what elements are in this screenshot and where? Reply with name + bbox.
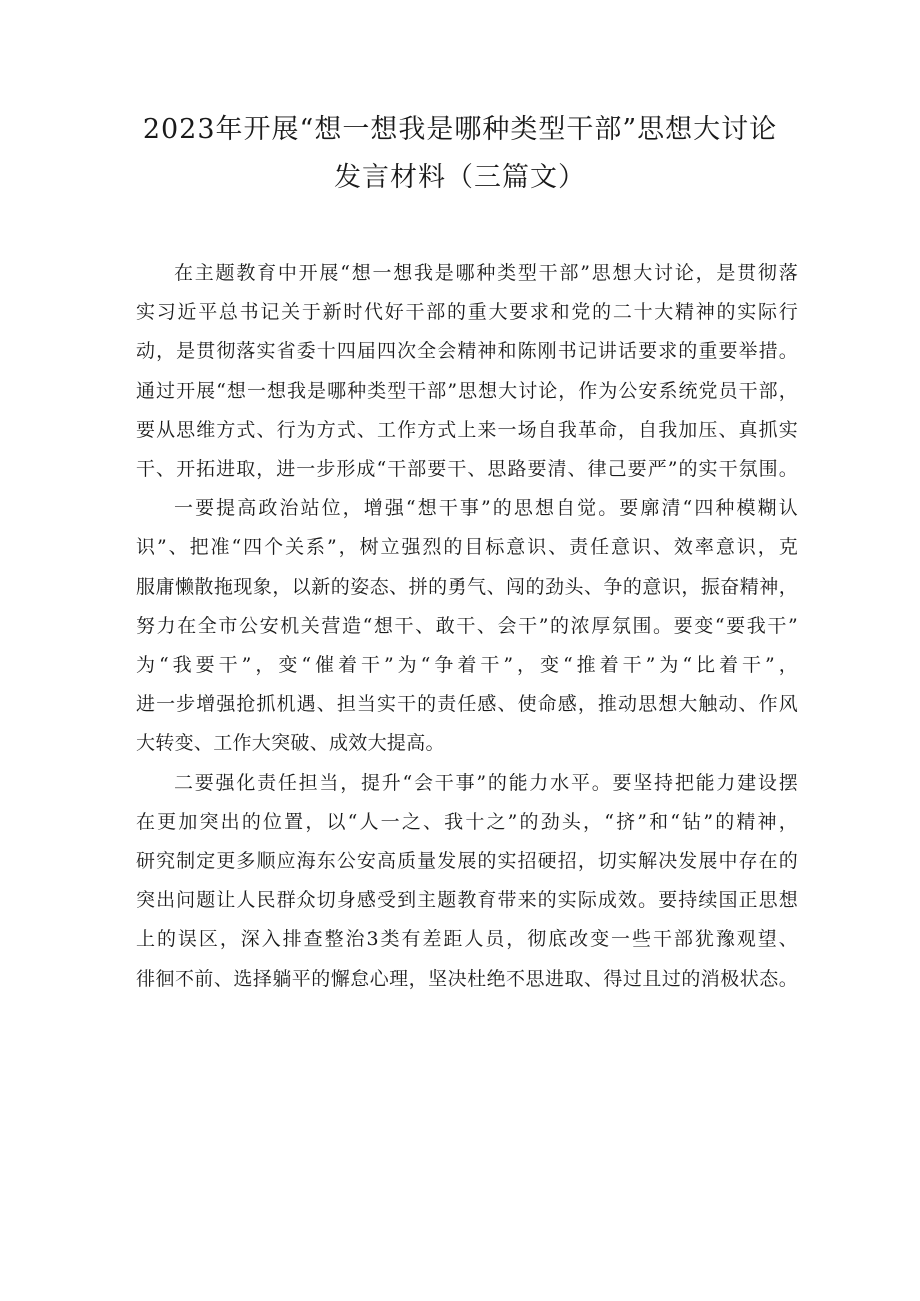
title-line-2: 发言材料（三篇文） [334,162,586,193]
text-line: 一要提高政治站位，增强“想干事”的思想自觉。要廓清“四种模糊认 [174,497,798,520]
text-line: 研究制定更多顺应海东公安高质量发展的实招硬招，切实解决发展中存在的 [136,850,798,873]
paragraph-point-two [136,764,798,999]
text-line: 服庸懒散拖现象，以新的姿态、拼的勇气、闯的劲头、争的意识，振奋精神， [136,575,798,598]
text-line: 进一步增强抢抓机遇、担当实干的责任感、使命感，推动思想大触动、作风 [136,693,798,716]
text-line: 动，是贯彻落实省委十四届四次全会精神和陈刚书记讲话要求的重要举措。 [136,340,798,363]
text-line: 二要强化责任担当，提升“会干事”的能力水平。要坚持把能力建设摆 [174,771,798,794]
text-line: 实习近平总书记关于新时代好干部的重大要求和党的二十大精神的实际行 [136,301,798,324]
title-line-1: 2023年开展“想一想我是哪种类型干部”思想大讨论 [142,114,778,145]
text-line: 在主题教育中开展“想一想我是哪种类型干部”思想大讨论，是贯彻落 [174,262,798,284]
text-line: 上的误区，深入排查整治3类有差距人员，彻底改变一些干部犹豫观望、 [136,928,798,951]
text-line: 干、开拓进取，进一步形成“干部要干、思路要清、律己要严”的实干氛围。 [136,458,798,481]
text-line: 要从思维方式、行为方式、工作方式上来一场自我革命，自我加压、真抓实 [136,418,798,441]
paragraph-intro [136,254,798,489]
text-line: 大转变、工作大突破、成效大提高。 [136,732,445,755]
text-line: 为“我要干”，变“催着干”为“争着干”，变“推着干”为“比着干”， [136,654,798,677]
document-body [136,254,798,999]
document-title [110,106,810,202]
text-line: 努力在全市公安机关营造“想干、敢干、会干”的浓厚氛围。要变“要我干” [136,614,798,637]
text-line: 突出问题让人民群众切身感受到主题教育带来的实际成效。要持续国正思想 [136,889,798,912]
text-line: 在更加突出的位置，以“人一之、我十之”的劲头，“挤”和“钻”的精神， [136,810,798,833]
paragraph-point-one [136,489,798,763]
text-line: 识”、把准“四个关系”，树立强烈的目标意识、责任意识、效率意识，克 [136,536,798,559]
text-line: 通过开展“想一想我是哪种类型干部”思想大讨论，作为公安系统党员干部， [136,379,798,402]
text-line: 徘徊不前、选择躺平的懈怠心理，坚决杜绝不思进取、得过且过的消极状态。 [136,967,798,990]
